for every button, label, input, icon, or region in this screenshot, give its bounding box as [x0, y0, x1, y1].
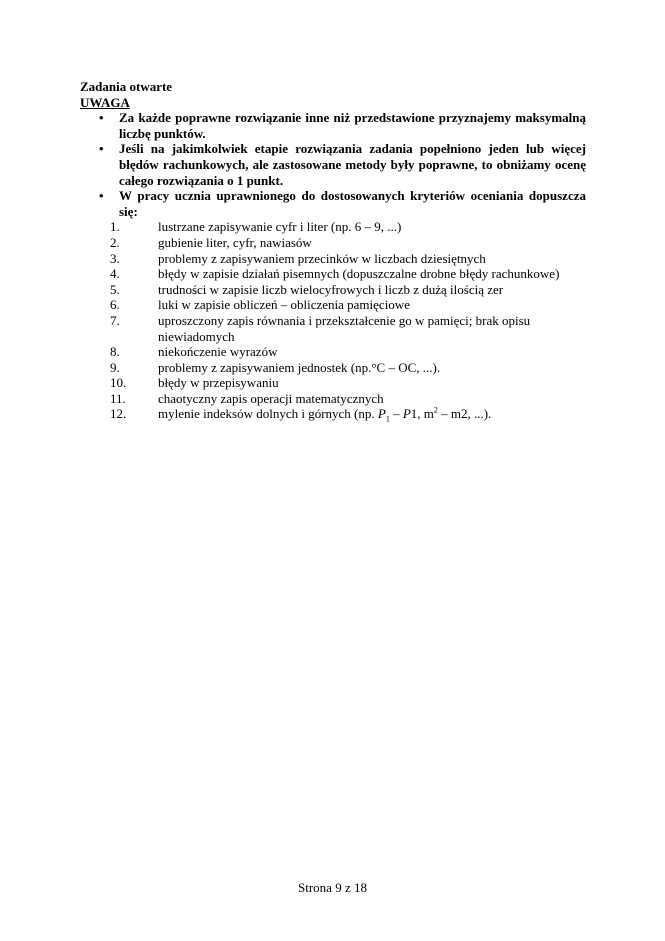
text-segment: 1, m	[410, 406, 434, 422]
list-item	[80, 219, 586, 235]
item-text: luki w zapisie obliczeń – obliczenia pamięciowe	[158, 297, 410, 313]
item-text: błędy w zapisie działań pisemnych (dopuszczalne drobne błędy rachunkowe)	[158, 266, 560, 282]
allowed-errors-list	[80, 219, 586, 425]
bullet-icon: •	[99, 141, 104, 157]
notes-list	[80, 110, 586, 219]
note-item	[80, 141, 586, 188]
bullet-icon: •	[99, 188, 104, 204]
list-item	[80, 297, 586, 313]
item-number: 9.	[110, 359, 120, 375]
symbol: P	[402, 406, 411, 422]
note-item	[80, 110, 586, 141]
list-item	[80, 360, 586, 376]
item-number: 11.	[110, 390, 126, 406]
item-text	[158, 406, 492, 425]
item-number: 8.	[110, 344, 120, 360]
item-text: problemy z zapisywaniem przecinków w liczbach dziesiętnych	[158, 250, 486, 266]
item-number: 12.	[110, 406, 127, 422]
list-item	[80, 391, 586, 407]
item-text: chaotyczny zapis operacji matematycznych	[158, 390, 384, 406]
item-text: problemy z zapisywaniem jednostek (np.°C – OC, ...).	[158, 359, 441, 375]
list-item	[80, 282, 586, 298]
list-item	[80, 266, 586, 282]
item-number: 6.	[110, 297, 120, 313]
item-text: niekończenie wyrazów	[158, 344, 278, 360]
list-item	[80, 344, 586, 360]
note-text: Jeśli na jakimkolwiek etapie rozwiązania zadania popełniono jeden lub więcej błędów rachunkowych, ale zastosowane metody były poprawne, to obniżamy ocenę całego rozwiązania o 1 punkt.	[119, 141, 586, 188]
note-text: W pracy ucznia uprawnionego do dostosowanych kryteriów oceniania dopuszcza się:	[119, 188, 586, 219]
item-number: 1.	[110, 219, 120, 235]
superscript: 2	[433, 406, 438, 416]
list-item	[80, 251, 586, 267]
item-text: uproszczony zapis równania i przekształcenie go w pamięci; brak opisu niewiadomych	[158, 312, 531, 344]
note-label: UWAGA	[80, 94, 130, 110]
text-segment: mylenie indeksów dolnych i górnych (np.	[158, 406, 378, 422]
document-page	[80, 79, 586, 425]
symbol: P	[377, 406, 386, 422]
list-item	[80, 375, 586, 391]
note-text: Za każde poprawne rozwiązanie inne niż przedstawione przyznajemy maksymalną liczbę punktów.	[119, 110, 586, 141]
item-number: 2.	[110, 234, 120, 250]
item-number: 7.	[110, 312, 120, 328]
section-heading: Zadania otwarte	[80, 79, 173, 94]
subscript: 1	[385, 415, 390, 425]
item-text: błędy w przepisywaniu	[158, 375, 279, 391]
text-segment: – m2, ...).	[437, 406, 492, 422]
list-item	[80, 406, 586, 425]
item-number: 5.	[110, 281, 120, 297]
item-text: gubienie liter, cyfr, nawiasów	[158, 234, 312, 250]
item-number: 4.	[110, 266, 120, 282]
note-item	[80, 188, 586, 219]
item-number: 10.	[110, 375, 127, 391]
list-item	[80, 235, 586, 251]
page-number: Strona 9 z 18	[298, 880, 367, 895]
item-text: lustrzane zapisywanie cyfr i liter (np. 6 – 9, ...)	[158, 219, 402, 235]
text-segment: –	[389, 406, 403, 422]
item-number: 3.	[110, 250, 120, 266]
item-text: trudności w zapisie liczb wielocyfrowych i liczb z dużą ilością zer	[158, 281, 504, 297]
list-item	[80, 313, 586, 344]
bullet-icon: •	[99, 110, 104, 126]
